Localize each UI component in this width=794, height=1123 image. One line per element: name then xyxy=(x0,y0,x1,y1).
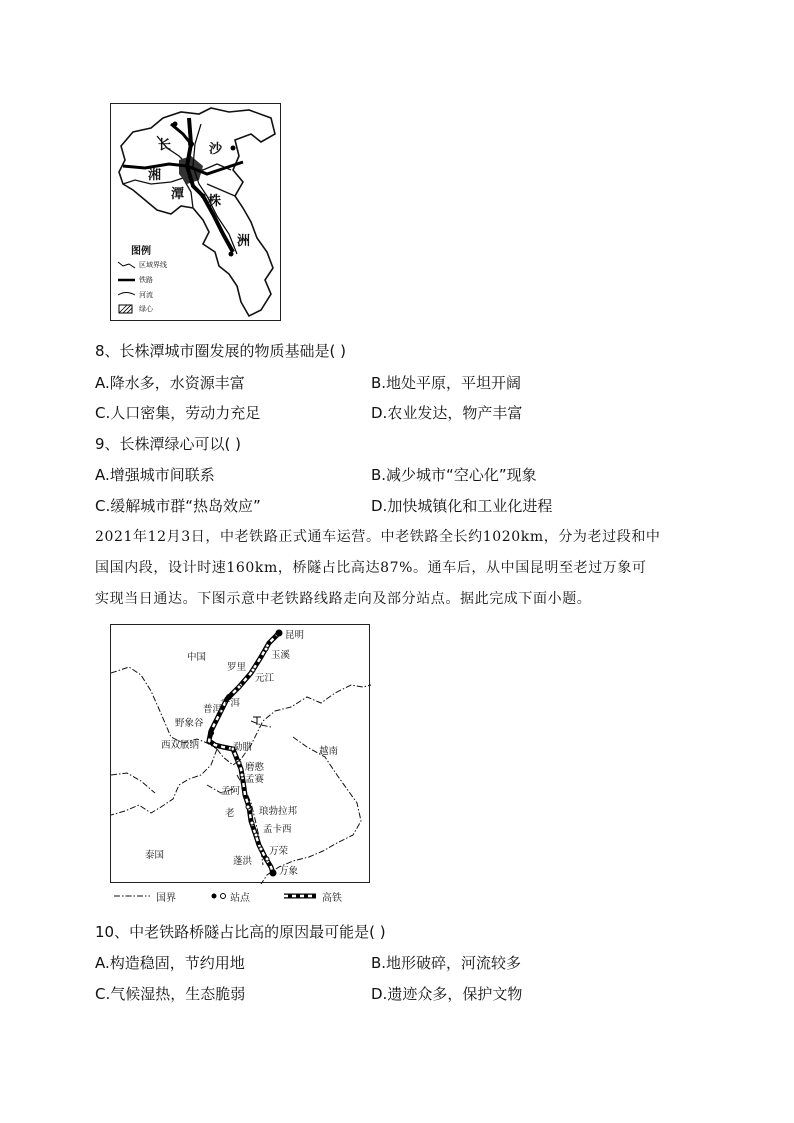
label-zhou: 洲 xyxy=(237,234,251,249)
q8-option-a: A.降水多，水资源丰富 xyxy=(95,374,245,392)
station-mohan: 磨憨 xyxy=(245,762,265,773)
changzhutan-map xyxy=(110,103,281,321)
station-yuanjiang: 元江 xyxy=(255,673,275,684)
q9-option-a: A.增强城市间联系 xyxy=(95,466,215,484)
legend-green-heart: 绿心 xyxy=(139,305,153,313)
station-kunming: 昆明 xyxy=(285,630,305,641)
station-menga: 孟阿 xyxy=(221,786,241,797)
q8-option-c: C.人口密集，劳动力充足 xyxy=(95,404,261,422)
country-thailand: 泰国 xyxy=(145,850,165,861)
passage-line-2: 国国内段，设计时速160km，桥隧占比高达87%。通车后，从中国昆明至老过万象可 xyxy=(95,560,647,576)
legend-rail-label: 高铁 xyxy=(322,893,342,904)
station-puer: 普洱 xyxy=(203,704,223,715)
railway-map-legend xyxy=(110,888,372,904)
station-luangprabang: 琅勃拉邦 xyxy=(259,806,298,817)
station-mengkaxi: 孟卡西 xyxy=(263,824,292,835)
label-chang: 长 xyxy=(158,138,172,153)
passage-line-1: 2021年12月3日，中老铁路正式通车运营。中老铁路全长约1020km，分为老过段和中 xyxy=(95,529,661,545)
legend-border-label: 国界 xyxy=(156,893,176,904)
label-sha: 沙 xyxy=(209,142,223,157)
country-vietnam: 越南 xyxy=(319,746,339,757)
question-9-stem: 9、长株潭绿心可以( ) xyxy=(95,435,242,453)
q10-option-b: B.地形破碎，河流较多 xyxy=(371,954,522,972)
q10-option-d: D.遗迹众多，保护文物 xyxy=(371,985,523,1003)
label-tan: 潭 xyxy=(171,187,185,202)
station-mengsai: 孟赛 xyxy=(245,774,265,785)
legend-boundary: 区域界线 xyxy=(139,261,167,269)
legend-title: 图例 xyxy=(131,246,151,257)
q9-option-b: B.减少城市“空心化”现象 xyxy=(371,466,537,484)
station-yexianggu: 野象谷 xyxy=(175,718,204,729)
station-mengla: 勐腊 xyxy=(233,742,253,753)
label-zhu: 株 xyxy=(208,194,222,209)
passage-line-3: 实现当日通达。下图示意中老铁路线路走向及部分站点。据此完成下面小题。 xyxy=(95,591,592,607)
question-10-stem: 10、中老铁路桥隧占比高的原因最可能是( ) xyxy=(95,923,386,941)
station-luoli: 罗里 xyxy=(227,662,247,673)
station-penghong: 蓬洪 xyxy=(233,856,253,867)
station-xishuangbanna: 西双版纳 xyxy=(161,740,200,751)
station-yuxi: 玉溪 xyxy=(271,650,291,661)
country-china: 中国 xyxy=(187,652,207,663)
question-8-stem: 8、长株潭城市圈发展的物质基础是( ) xyxy=(95,342,347,360)
china-laos-railway-map xyxy=(110,624,370,883)
country-laos: 老 xyxy=(225,808,235,819)
legend-river: 河流 xyxy=(139,291,153,299)
q9-option-c: C.缓解城市群“热岛效应” xyxy=(95,497,261,515)
q8-option-d: D.农业发达，物产丰富 xyxy=(371,404,523,422)
legend-railway: 铁路 xyxy=(139,276,153,284)
q10-option-c: C.气候湿热，生态脆弱 xyxy=(95,985,246,1003)
label-xiang: 湘 xyxy=(148,168,162,183)
q8-option-b: B.地处平原，平坦开阔 xyxy=(371,374,522,392)
station-vientiane: 万象 xyxy=(279,866,299,877)
q9-option-d: D.加快城镇化和工业化进程 xyxy=(371,497,553,515)
passage xyxy=(95,522,705,615)
changzhutan-map-drawing xyxy=(111,104,282,322)
station-wanrong: 万荣 xyxy=(269,846,289,857)
q10-option-a: A.构造稳固，节约用地 xyxy=(95,954,245,972)
legend-station-label: 站点 xyxy=(230,893,250,904)
station-ninger: 宁洱 xyxy=(221,698,241,709)
